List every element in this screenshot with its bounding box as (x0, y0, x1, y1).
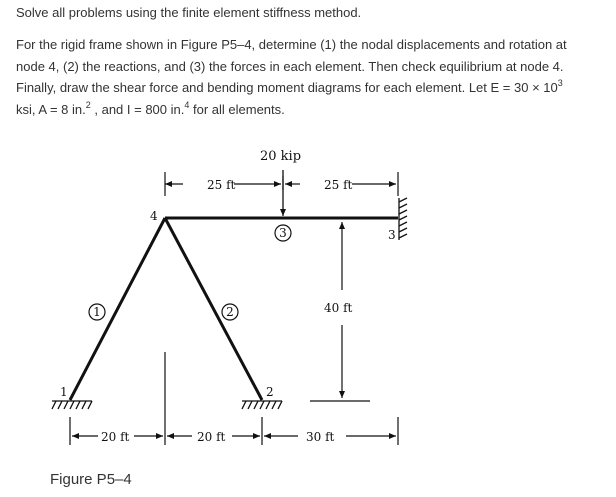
node-3-label: 3 (388, 228, 396, 242)
element-1-member (70, 218, 165, 400)
dim-top-right: 25 ft (324, 178, 353, 192)
problem-line-3: Finally, draw the shear force and bending moment diagrams for each element. Let $E = 30 \times 10^3$ (16, 78, 563, 95)
element-1-label: 1 (93, 305, 101, 319)
problem-line-2: node 4, (2) the reactions, and (3) the forces in each element. Then check equilibrium at node 4. (16, 58, 564, 74)
element-3-label: 3 (279, 226, 287, 240)
load-label: 20 kip (260, 149, 302, 164)
top-dimension (165, 172, 398, 196)
node-1-label: 1 (60, 385, 68, 399)
support-node-3 (399, 198, 407, 240)
support-node-1 (52, 401, 92, 409)
intro-text: Solve all problems using the finite element stiffness method. (16, 5, 362, 20)
figure-caption: Figure P5–4 (50, 471, 132, 488)
problem-line-4: ksi, A = 8 in.$^2$ , and I = 800 in.$^4$ for all elements. (16, 99, 285, 117)
element-2-label: 2 (226, 305, 234, 319)
dim-bottom-2: 20 ft (197, 430, 226, 444)
support-node-2 (242, 401, 282, 409)
node-4-label: 4 (150, 209, 158, 223)
dim-height: 40 ft (324, 301, 353, 315)
dim-bottom-1: 20 ft (101, 430, 130, 444)
node-2-label: 2 (266, 385, 274, 399)
element-2-member (165, 218, 262, 400)
problem-line-1: For the rigid frame shown in Figure P5–4, determine (1) the nodal displacements and rotation at (16, 37, 567, 52)
dim-bottom-3: 30 ft (306, 430, 335, 444)
dim-top-left: 25 ft (207, 178, 236, 192)
